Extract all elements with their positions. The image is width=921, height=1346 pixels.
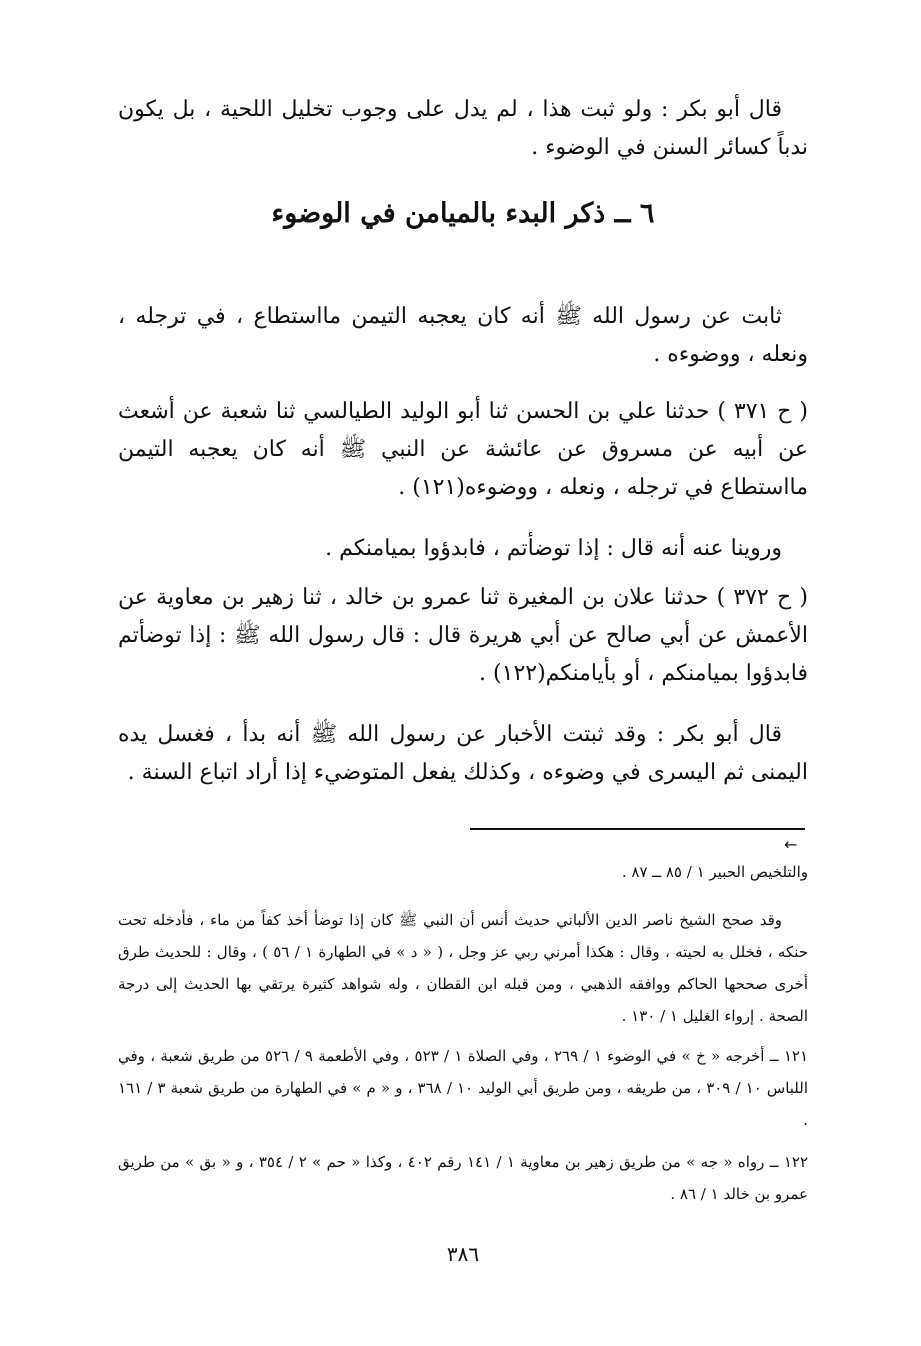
- footnote-continuation: والتلخيص الحبير ١ / ٨٥ ــ ٨٧ .: [621, 863, 808, 881]
- footnote-122: ١٢٢ ــ رواه « جه » من طريق زهير بن معاوية ١ / ١٤١ رقم ٤٠٢ ، وكذا « حم » ٢ / ٣٥٤ ، و « بق » من طريق عمرو بن خالد ١ / ٨٦ .: [118, 1153, 808, 1203]
- page-number: ٣٨٦: [446, 1242, 480, 1266]
- paragraph-thabit: ثابت عن رسول الله ﷺ أنه كان يعجبه التيمن مااستطاع ، في ترجله ، ونعله ، ووضوءه .: [118, 304, 808, 367]
- hadith-371: ( ح ٣٧١ ) حدثنا علي بن الحسن ثنا أبو الوليد الطيالسي ثنا شعبة عن أشعث عن أبيه عن مسروق عن عائشة عن النبي ﷺ أنه كان يعجبه التيمن مااستطاع في ترجله ، ونعله ، ووضوءه(١٢١) .: [118, 399, 808, 500]
- footnote-albani: وقد صحح الشيخ ناصر الدين الألباني حديث أنس أن النبي ﷺ كان إذا توضأ أخذ كفاً من ماء ، فأدخله تحت حنكه ، فخلل به لحيته ، وقال : هكذا أمرني ربي عز وجل ، ( « د » في الطهارة ١ / ٥٦ ) ، وقال : للحديث طرق أخرى صححها الحاكم ووافقه الذهبي ، ومن قبله ابن القطان ، وله شواهد كثيرة يرتقي بها الحديث إلى درجة الصحة . إرواء الغليل ١ / ١٣٠ .: [118, 911, 808, 1025]
- section-heading: ٦ ــ ذكر البدء بالميامن في الوضوء: [271, 198, 655, 229]
- footnote-121: ١٢١ ــ أخرجه « خ » في الوضوء ١ / ٢٦٩ ، وفي الصلاة ١ / ٥٢٣ ، وفي الأطعمة ٩ / ٥٢٦ من طريق شعبة ، وفي اللباس ١٠ / ٣٠٩ ، من طريقه ، ومن طريق أبي الوليد ١٠ / ٣٦٨ ، و « م » في الطهارة من طريق شعبة ٣ / ١٦١ .: [118, 1047, 809, 1129]
- left-arrow-icon: ←: [784, 835, 798, 854]
- footnote-separator: [470, 828, 805, 830]
- paragraph-abu-bakr-2: قال أبو بكر : وقد ثبتت الأخبار عن رسول الله ﷺ أنه بدأ ، فغسل يده اليمنى ثم اليسرى في وضوءه ، وكذلك يفعل المتوضيء إذا أراد اتباع السنة .: [118, 722, 808, 785]
- paragraph-rawayna: وروينا عنه أنه قال : إذا توضأتم ، فابدؤوا بميامنكم .: [325, 536, 782, 561]
- paragraph-abu-bakr-1: قال أبو بكر : ولو ثبت هذا ، لم يدل على وجوب تخليل اللحية ، بل يكون ندباً كسائر السنن في الوضوء .: [118, 97, 808, 160]
- hadith-372: ( ح ٣٧٢ ) حدثنا علان بن المغيرة ثنا عمرو بن خالد ، ثنا زهير بن معاوية عن الأعمش عن أبي صالح عن أبي هريرة قال : قال رسول الله ﷺ : إذا توضأتم فابدؤوا بميامنكم ، أو بأيامنكم(١٢٢) .: [118, 585, 808, 686]
